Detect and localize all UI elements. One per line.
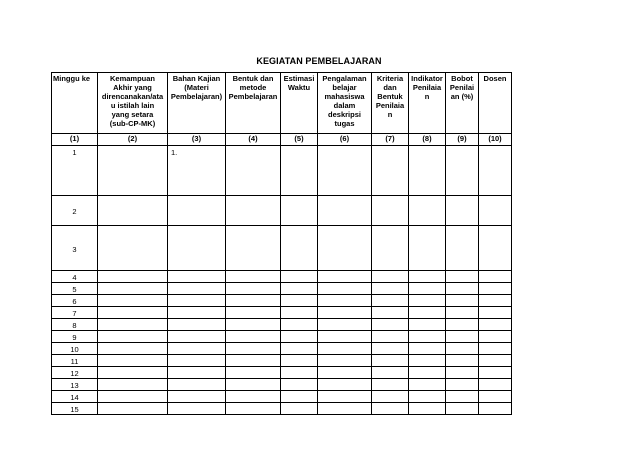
table-cell [479, 226, 512, 271]
column-header-line: belajar [332, 83, 357, 92]
column-number: (2) [98, 134, 168, 146]
table-cell [479, 271, 512, 283]
table-cell [98, 146, 168, 196]
column-header [446, 73, 479, 134]
table-cell [409, 319, 446, 331]
table-cell [409, 355, 446, 367]
column-header-line: Kriteria [376, 74, 404, 83]
column-header-line: deskripsi [328, 110, 361, 119]
table-cell [281, 379, 318, 391]
table-cell [281, 271, 318, 283]
material-cell [168, 391, 226, 403]
material-cell: 1. [168, 146, 226, 196]
table-cell [98, 391, 168, 403]
table-row [52, 146, 512, 196]
header-row [52, 73, 512, 134]
column-header [168, 73, 226, 134]
material-cell [168, 226, 226, 271]
table-cell [318, 379, 372, 391]
table-cell [409, 403, 446, 415]
table-cell [479, 319, 512, 331]
material-cell [168, 367, 226, 379]
column-header-line: Minggu ke [53, 74, 91, 83]
table-row [52, 343, 512, 355]
table-cell [318, 403, 372, 415]
table-cell [226, 226, 281, 271]
material-cell [168, 379, 226, 391]
table-cell [226, 343, 281, 355]
table-cell [281, 146, 318, 196]
table-cell [446, 196, 479, 226]
material-cell [168, 319, 226, 331]
table-cell [372, 307, 409, 319]
table-cell [446, 331, 479, 343]
column-number: (3) [168, 134, 226, 146]
table-cell [318, 367, 372, 379]
table-cell [318, 283, 372, 295]
column-number: (5) [281, 134, 318, 146]
column-header-line: yang setara [111, 110, 154, 119]
column-header-line: Pengalaman [322, 74, 367, 83]
column-number: (9) [446, 134, 479, 146]
week-cell: 3 [52, 226, 98, 271]
table-cell [409, 196, 446, 226]
column-header-line: direncanakan/ata [101, 92, 164, 101]
table-cell [98, 295, 168, 307]
material-cell [168, 283, 226, 295]
column-header-line: an (%) [450, 92, 474, 101]
table-cell [446, 391, 479, 403]
table-cell [372, 283, 409, 295]
week-cell: 6 [52, 295, 98, 307]
table-cell [372, 319, 409, 331]
table-row [52, 319, 512, 331]
column-number: (4) [226, 134, 281, 146]
table-cell [372, 367, 409, 379]
table-row [52, 379, 512, 391]
week-cell: 10 [52, 343, 98, 355]
table-cell [479, 379, 512, 391]
table-body [52, 146, 512, 415]
table-cell [281, 391, 318, 403]
column-header [281, 73, 318, 134]
table-cell [318, 391, 372, 403]
column-header-line: u istilah lain [110, 101, 155, 110]
material-cell [168, 196, 226, 226]
table-cell [226, 319, 281, 331]
table-cell [446, 283, 479, 295]
table-cell [479, 295, 512, 307]
table-cell [372, 196, 409, 226]
table-cell [409, 391, 446, 403]
column-header-line: Penilaia [375, 101, 405, 110]
table-cell [479, 331, 512, 343]
table-row [52, 367, 512, 379]
table-cell [226, 331, 281, 343]
table-cell [446, 319, 479, 331]
table-cell [226, 295, 281, 307]
table-cell [479, 391, 512, 403]
table-cell [98, 271, 168, 283]
column-number: (8) [409, 134, 446, 146]
column-number-row [52, 134, 512, 146]
week-cell: 4 [52, 271, 98, 283]
table-row [52, 403, 512, 415]
column-header-line: Pembelajaran [228, 92, 278, 101]
material-cell [168, 355, 226, 367]
table-row [52, 271, 512, 283]
table-cell [318, 319, 372, 331]
table-cell [318, 226, 372, 271]
table-cell [226, 283, 281, 295]
table-cell [98, 226, 168, 271]
page-title: KEGIATAN PEMBELAJARAN [256, 56, 382, 66]
column-number: (1) [52, 134, 98, 146]
column-header-line: Bentuk [377, 92, 403, 101]
table-cell [98, 379, 168, 391]
week-cell: 9 [52, 331, 98, 343]
table-row [52, 307, 512, 319]
column-header [98, 73, 168, 134]
table-cell [318, 271, 372, 283]
table-cell [318, 307, 372, 319]
table-cell [318, 146, 372, 196]
table-cell [98, 367, 168, 379]
column-header-line: Kemampuan [109, 74, 155, 83]
table-row [52, 283, 512, 295]
table-cell [372, 403, 409, 415]
table-row [52, 226, 512, 271]
table-cell [409, 146, 446, 196]
week-cell: 13 [52, 379, 98, 391]
table-cell [281, 403, 318, 415]
table-cell [372, 271, 409, 283]
column-header-line: n [387, 110, 393, 119]
table-cell [479, 343, 512, 355]
column-header-line: Bobot [451, 74, 473, 83]
table-row [52, 295, 512, 307]
table-cell [446, 271, 479, 283]
table-cell [98, 331, 168, 343]
table-cell [281, 283, 318, 295]
column-header [409, 73, 446, 134]
table-cell [226, 146, 281, 196]
table-cell [372, 391, 409, 403]
table-cell [446, 403, 479, 415]
column-number: (7) [372, 134, 409, 146]
table-cell [226, 403, 281, 415]
table-cell [98, 307, 168, 319]
table-cell [409, 343, 446, 355]
week-cell: 5 [52, 283, 98, 295]
week-cell: 1 [52, 146, 98, 196]
table-cell [409, 283, 446, 295]
table-cell [479, 283, 512, 295]
material-cell [168, 331, 226, 343]
column-header-line: mahasiswa [324, 92, 365, 101]
column-header-line: Penilai [449, 83, 475, 92]
column-header-line: n [424, 92, 430, 101]
table-cell [281, 355, 318, 367]
material-cell [168, 343, 226, 355]
column-header-line: Dosen [483, 74, 507, 83]
table-cell [446, 343, 479, 355]
table-cell [446, 226, 479, 271]
week-cell: 11 [52, 355, 98, 367]
column-header-line: Bentuk dan [232, 74, 274, 83]
learning-activities-table [51, 72, 512, 415]
table-cell [281, 196, 318, 226]
table-cell [98, 319, 168, 331]
table-cell [98, 343, 168, 355]
table-cell [372, 379, 409, 391]
table-cell [226, 355, 281, 367]
table-cell [409, 367, 446, 379]
table-cell [479, 146, 512, 196]
table-cell [226, 196, 281, 226]
table-cell [281, 367, 318, 379]
table-row [52, 355, 512, 367]
table-cell [446, 367, 479, 379]
material-cell [168, 307, 226, 319]
column-header-line: Penilaia [412, 83, 442, 92]
table-cell [479, 403, 512, 415]
table-row [52, 331, 512, 343]
table-cell [318, 355, 372, 367]
column-header-line: Indikator [411, 74, 443, 83]
column-header-line: dalam [333, 101, 356, 110]
table-cell [281, 319, 318, 331]
table-cell [226, 307, 281, 319]
column-header-line: (Materi [184, 83, 209, 92]
column-header [372, 73, 409, 134]
table-cell [372, 146, 409, 196]
table-cell [409, 226, 446, 271]
table-cell [479, 196, 512, 226]
column-header-line: Waktu [287, 83, 311, 92]
table-row [52, 196, 512, 226]
week-cell: 14 [52, 391, 98, 403]
table-cell [98, 355, 168, 367]
table-cell [409, 295, 446, 307]
column-header-line: (sub-CP-MK) [109, 119, 156, 128]
table-cell [281, 295, 318, 307]
table-cell [318, 343, 372, 355]
column-header [52, 73, 98, 134]
table-cell [372, 295, 409, 307]
column-number: (10) [479, 134, 512, 146]
table-cell [372, 331, 409, 343]
table-cell [372, 355, 409, 367]
column-header-line: Bahan Kajian [172, 74, 221, 83]
table-cell [226, 271, 281, 283]
column-header-line: metode [239, 83, 267, 92]
table-cell [409, 307, 446, 319]
table-cell [281, 307, 318, 319]
material-cell [168, 271, 226, 283]
table-cell [281, 343, 318, 355]
column-header-line: Pembelajaran) [170, 92, 223, 101]
week-cell: 8 [52, 319, 98, 331]
table-cell [281, 331, 318, 343]
table-cell [318, 196, 372, 226]
column-header [226, 73, 281, 134]
table-cell [409, 379, 446, 391]
table-cell [446, 307, 479, 319]
table-cell [446, 355, 479, 367]
column-header [318, 73, 372, 134]
table-cell [226, 391, 281, 403]
table-cell [446, 295, 479, 307]
material-cell [168, 403, 226, 415]
column-header-line: tugas [334, 119, 355, 128]
table-cell [318, 295, 372, 307]
column-header-line: Estimasi [283, 74, 315, 83]
table-cell [318, 331, 372, 343]
column-header-line: Akhir yang [113, 83, 152, 92]
table-cell [479, 367, 512, 379]
table-cell [409, 331, 446, 343]
material-cell [168, 295, 226, 307]
table-cell [281, 226, 318, 271]
column-number: (6) [318, 134, 372, 146]
table-cell [226, 379, 281, 391]
week-cell: 7 [52, 307, 98, 319]
table-cell [98, 403, 168, 415]
table-cell [98, 283, 168, 295]
week-cell: 2 [52, 196, 98, 226]
table-cell [409, 271, 446, 283]
table-cell [372, 343, 409, 355]
table-cell [226, 367, 281, 379]
table-cell [98, 196, 168, 226]
column-header-line: dan [383, 83, 397, 92]
week-cell: 12 [52, 367, 98, 379]
table-cell [372, 226, 409, 271]
week-cell: 15 [52, 403, 98, 415]
column-header [479, 73, 512, 134]
table-cell [446, 146, 479, 196]
table-cell [479, 307, 512, 319]
table-row [52, 391, 512, 403]
table-cell [446, 379, 479, 391]
table-cell [479, 355, 512, 367]
